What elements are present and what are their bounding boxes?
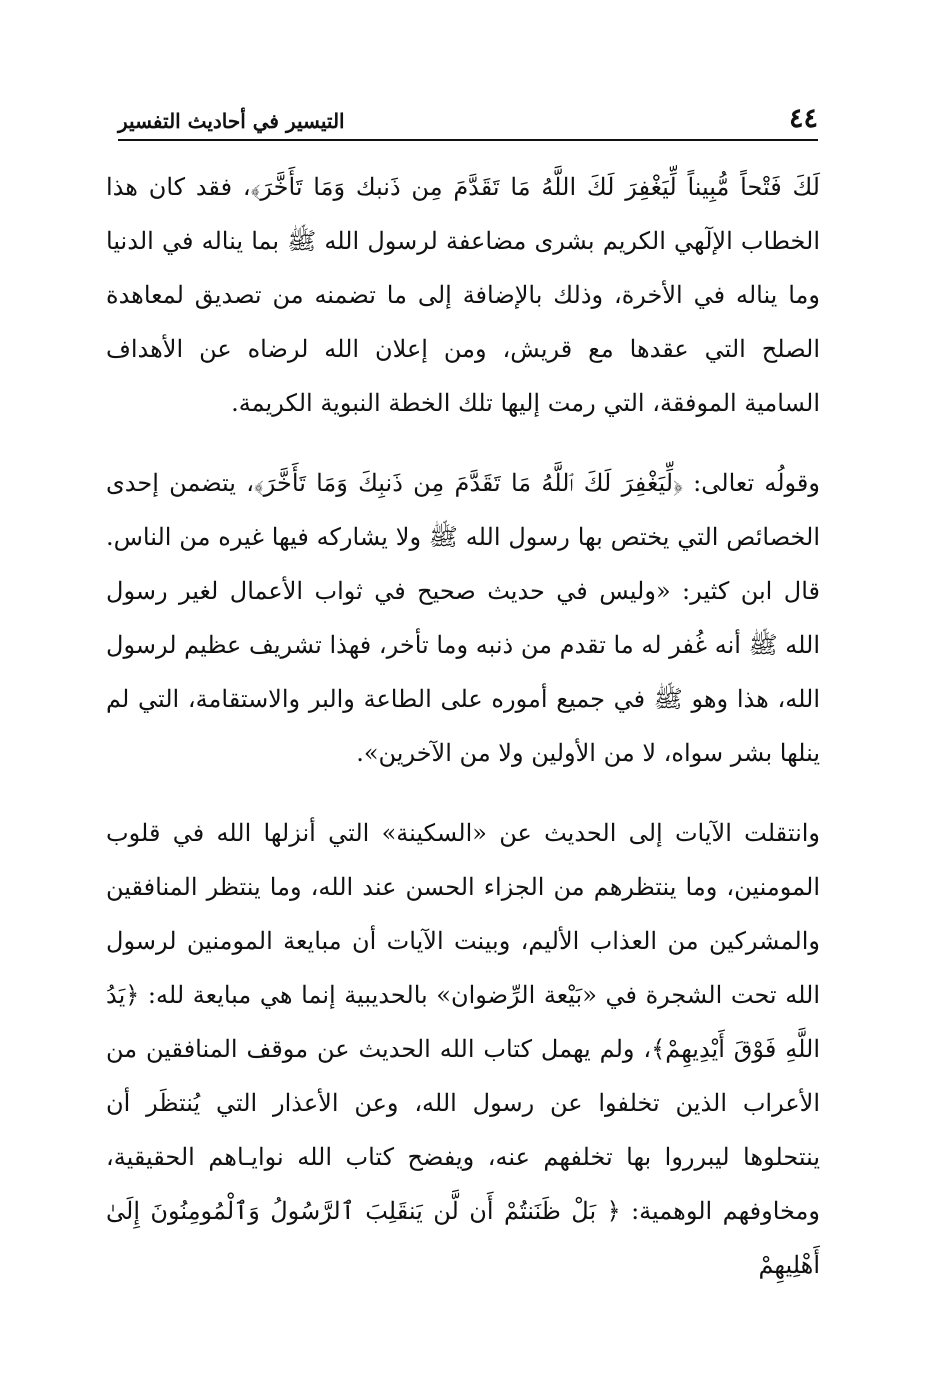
body-text [106, 160, 820, 1292]
book-title: التيسير في أحاديث التفسير [118, 109, 345, 133]
paragraph-1: لَكَ فَتْحاً مُّبِيناً لِّيَغْفِرَ لَكَ اللَّهُ مَا تَقَدَّمَ مِن ذَنبك وَمَا تَأَخَّرَ﴾، فقد كان هذا الخطاب الإلٓهي الكريم بشرى مضاعفة لرسول الله ﷺ بما يناله في الدنيا وما يناله في الأخرة، وذلك بالإضافة إلى ما تضمنه من تصديق لمعاهدة الصلح التي عقدها مع قريش، ومن إعلان الله لرضاه عن الأهداف السامية الموفقة، التي رمت إليها تلك الخطة النبوية الكريمة. [106, 173, 820, 417]
running-header [118, 100, 818, 136]
paragraph-2: وقولُه تعالى: ﴿لِّيَغْفِرَ لَكَ ٱللَّهُ مَا تَقَدَّمَ مِن ذَنبِكَ وَمَا تَأَخَّرَ﴾، يتضمن إحدى الخصائص التي يختص بها رسول الله ﷺ ولا يشاركه فيها غيره من الناس. قال ابن كثير: «وليس في حديث صحيح في ثواب الأعمال لغير رسول الله ﷺ أنه غُفر له ما تقدم من ذنبه وما تأخر، فهذا تشريف عظيم لرسول الله، هذا وهو ﷺ في جميع أموره على الطاعة والبر والاستقامة، التي لم ينلها بشر سواه، لا من الأولين ولا من الآخرين». [106, 469, 820, 767]
paragraph-3: وانتقلت الآيات إلى الحديث عن «السكينة» التي أنزلها الله في قلوب المومنين، وما ينتظرهم من الجزاء الحسن عند الله، وما ينتظر المنافقين والمشركين من العذاب الأليم، وبينت الآيات أن مبايعة المومنين لرسول الله تحت الشجرة في «بَيْعة الرِّضوان» بالحديبية إنما هي مبايعة لله: ﴿يَدُ اللَّهِ فَوْقَ أَيْدِيهِمْ﴾، ولم يهمل كتاب الله الحديث عن موقف المنافقين من الأعراب الذين تخلفوا عن رسول الله، وعن الأعذار التي يُنتظَر أن ينتحلوها ليبرروا بها تخلفهم عنه، ويفضح كتاب الله نوايـاهم الحقيقية، ومخاوفهم الوهمية: ﴿ بَلْ ظَنَنتُمْ أَن لَّن يَنقَلِبَ ٱلرَّسُولُ وَٱلْمُومِنُونَ إِلَىٰ أَهْلِيهِمْ [106, 819, 820, 1279]
paragraph-gap [106, 430, 820, 456]
paragraph-gap [106, 780, 820, 806]
page-number: ٤٤ [788, 103, 818, 134]
header-rule [118, 139, 818, 141]
